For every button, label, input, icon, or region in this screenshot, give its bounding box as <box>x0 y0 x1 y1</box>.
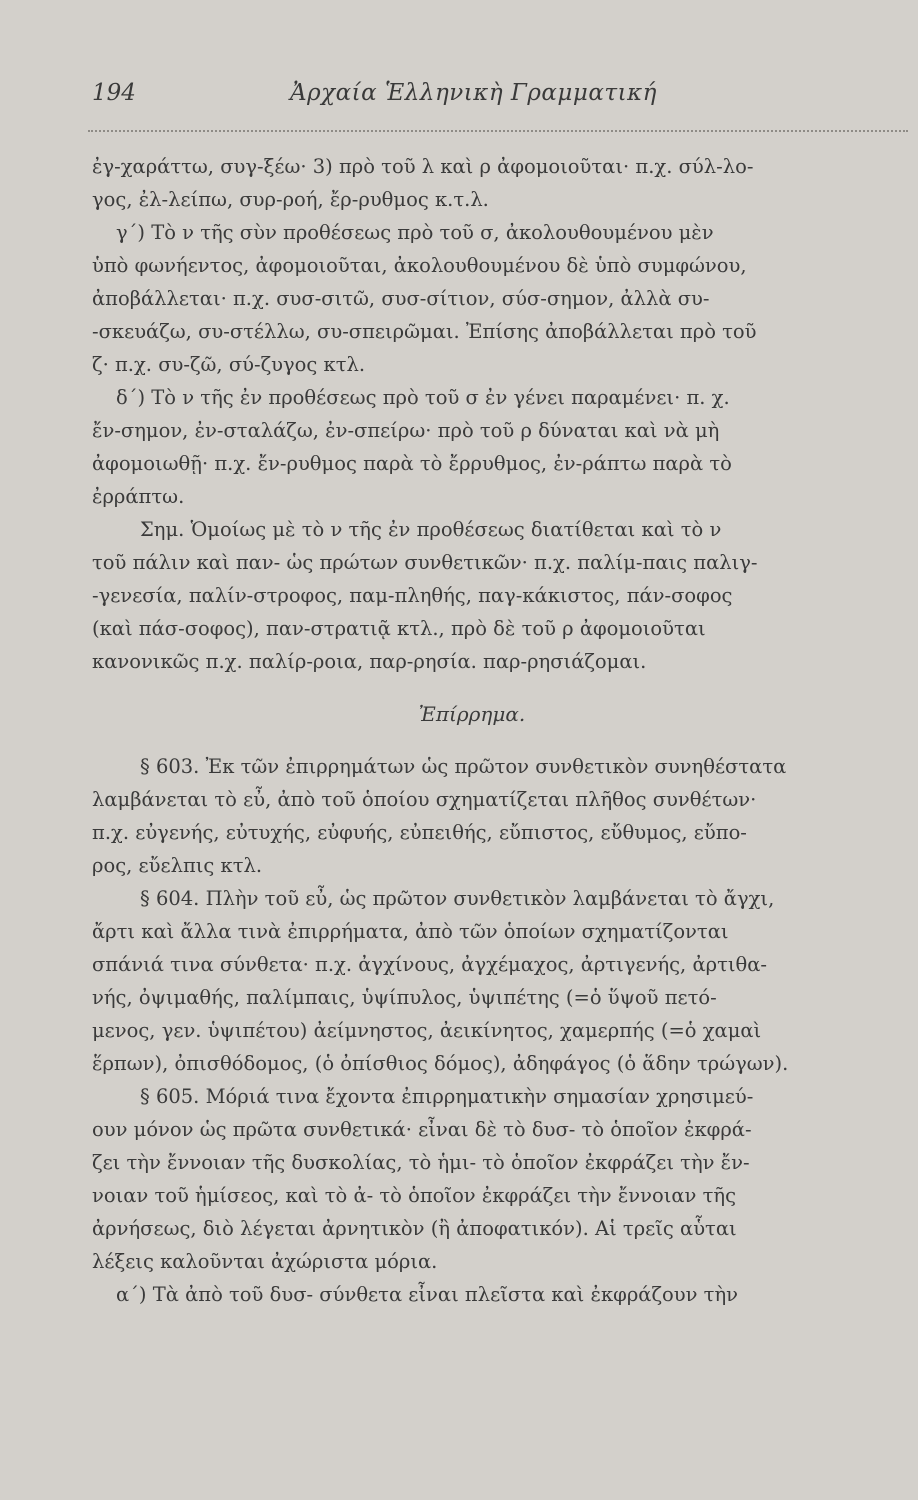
paragraph-line: ἄρτι καὶ ἄλλα τινὰ ἐπιρρήματα, ἀπὸ τῶν ὁποίων σχηματίζονται <box>92 920 729 943</box>
text-line: τοῦ πάλιν καὶ παν- ὡς πρώτων συνθετικῶν· π.χ. παλίμ-παις παλιγ- <box>92 551 758 574</box>
running-title: Ἀρχαία Ἑλληνικὴ Γραμματική <box>290 80 657 106</box>
paragraph-line: ρος, εὔελπις κτλ. <box>92 854 263 877</box>
text-line: γος, ἐλ-λείπω, συρ-ροή, ἔρ-ρυθμος κ.τ.λ. <box>92 188 489 211</box>
text-line: ἀφομοιωθῇ· π.χ. ἔν-ρυθμος παρὰ τὸ ἔρρυθμος, ἐν-ράπτω παρὰ τὸ <box>92 452 732 475</box>
paragraph-line: ἕρπων), ὀπισθόδομος, (ὁ ὀπίσθιος δόμος), ἀδηφάγος (ὁ ἅδην τρώγων). <box>92 1052 789 1075</box>
text-line: ἀποβάλλεται· π.χ. συσ-σιτῶ, συσ-σίτιον, σύσ-σημον, ἀλλὰ συ- <box>92 287 710 310</box>
text-line: (καὶ πάσ-σοφος), παν-στρατιᾷ κτλ., πρὸ δὲ τοῦ ρ ἀφομοιοῦται <box>92 617 706 640</box>
note-line: Σημ. Ὁμοίως μὲ τὸ ν τῆς ἐν προθέσεως διατίθεται καὶ τὸ ν <box>140 518 722 541</box>
paragraph-line: λέξεις καλοῦνται ἀχώριστα μόρια. <box>92 1250 438 1273</box>
paragraph-line: ἀρνήσεως, διὸ λέγεται ἀρνητικὸν (ἢ ἀποφατικόν). Αἱ τρεῖς αὗται <box>92 1217 737 1240</box>
paragraph-line: μενος, γεν. ὑψιπέτου) ἀείμνηστος, ἀεικίνητος, χαμερπής (=ὁ χαμαὶ <box>92 1019 762 1042</box>
text-line: ἐγ-χαράττω, συγ-ξέω· 3) πρὸ τοῦ λ καὶ ρ ἀφομοιοῦται· π.χ. σύλ-λο- <box>92 155 754 178</box>
paragraph-line: ουν μόνον ὡς πρῶτα συνθετικά· εἶναι δὲ τὸ δυσ- τὸ ὁποῖον ἐκφρά- <box>92 1118 752 1141</box>
header-rule <box>88 130 908 132</box>
text-line: ἐρράπτω. <box>92 485 185 508</box>
page-header <box>92 80 872 116</box>
text-line: κανονικῶς π.χ. παλίρ-ροια, παρ-ρησία. παρ-ρησιάζομαι. <box>92 650 647 673</box>
paragraph-line: ζει τὴν ἔννοιαν τῆς δυσκολίας, τὸ ἡμι- τὸ ὁποῖον ἐκφράζει τὴν ἔν- <box>92 1151 750 1174</box>
paragraph-line: σπάνιά τινα σύνθετα· π.χ. ἀγχίνους, ἀγχέμαχος, ἀρτιγενής, ἀρτιθα- <box>92 953 768 976</box>
section-heading: Ἐπίρρημα. <box>418 702 526 726</box>
paragraph-line: α´) Τὰ ἀπὸ τοῦ δυσ- σύνθετα εἶναι πλεῖστα καὶ ἐκφράζουν τὴν <box>116 1283 738 1306</box>
paragraph-line: λαμβάνεται τὸ εὖ, ἀπὸ τοῦ ὁποίου σχηματίζεται πλῆθος συνθέτων· <box>92 788 757 811</box>
text-line: δ´) Τὸ ν τῆς ἐν προθέσεως πρὸ τοῦ σ ἐν γένει παραμένει· π. χ. <box>116 386 730 409</box>
text-line: ὑπὸ φωνήεντος, ἀφομοιοῦται, ἀκολουθουμένου δὲ ὑπὸ συμφώνου, <box>92 254 747 277</box>
paragraph-line: νοιαν τοῦ ἡμίσεος, καὶ τὸ ἀ- τὸ ὁποῖον ἐκφράζει τὴν ἔννοιαν τῆς <box>92 1184 737 1207</box>
paragraph-line: § 605. Μόριά τινα ἔχοντα ἐπιρρηματικὴν σημασίαν χρησιμεύ- <box>140 1085 754 1108</box>
text-line: -σκευάζω, συ-στέλλω, συ-σπειρῶμαι. Ἐπίσης ἀποβάλλεται πρὸ τοῦ <box>92 320 757 343</box>
paragraph-line: π.χ. εὐγενής, εὐτυχής, εὐφυής, εὐπειθής, εὔπιστος, εὔθυμος, εὔπο- <box>92 821 747 844</box>
page-body <box>92 150 912 1311</box>
paragraph-line: νής, ὀψιμαθής, παλίμπαις, ὑψίπυλος, ὑψιπέτης (=ὁ ὕψοῦ πετό- <box>92 986 717 1009</box>
text-line: ἔν-σημον, ἐν-σταλάζω, ἐν-σπείρω· πρὸ τοῦ ρ δύναται καὶ νὰ μὴ <box>92 419 720 442</box>
paragraph-line: § 604. Πλὴν τοῦ εὖ, ὡς πρῶτον συνθετικὸν λαμβάνεται τὸ ἄγχι, <box>140 887 775 910</box>
text-line: -γενεσία, παλίν-στροφος, παμ-πληθής, παγ-κάκιστος, πάν-σοφος <box>92 584 733 607</box>
paragraph-line: § 603. Ἐκ τῶν ἐπιρρημάτων ὡς πρῶτον συνθετικὸν συνηθέστατα <box>140 755 787 778</box>
text-line: γ´) Τὸ ν τῆς σὺν προθέσεως πρὸ τοῦ σ, ἀκολουθουμένου μὲν <box>116 221 714 244</box>
page-number: 194 <box>92 80 136 106</box>
text-line: ζ· π.χ. συ-ζῶ, σύ-ζυγος κτλ. <box>92 353 366 376</box>
